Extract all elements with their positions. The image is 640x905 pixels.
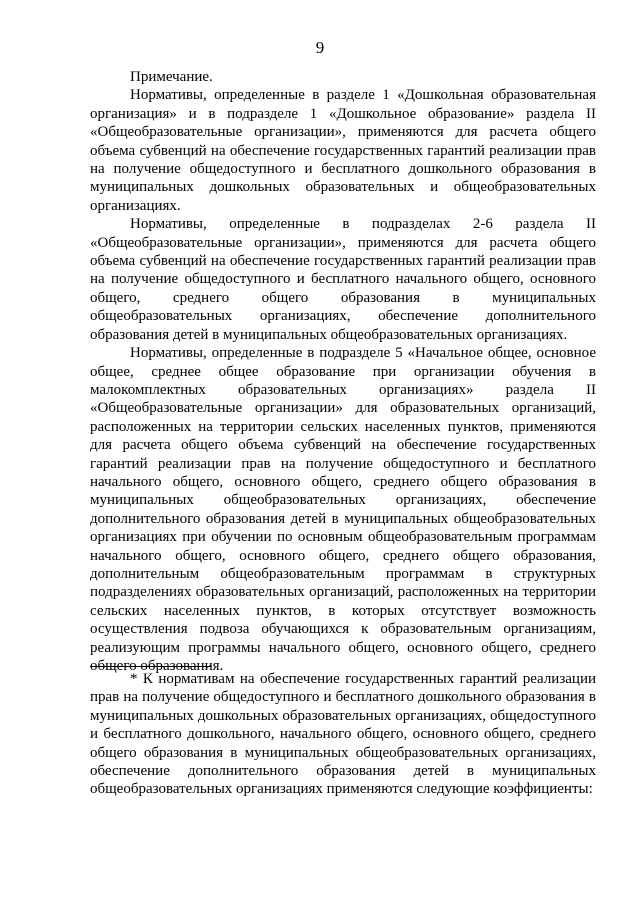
paragraph-general-education-norms: Нормативы, определенные в подразделах 2-6 раздела II «Общеобразовательные организации», применяются для расчета общего объема субвенций на обеспечение государственных гарантий реализации прав на получение общедоступного и бесплатного начального общего, основного общего, среднего общего образования в муниципальных общеобразовательных организациях, обеспечение дополнительного образования детей в муниципальных общеобразовательных организациях. [90,216,596,343]
document-body [90,68,596,675]
note-heading: Примечание. [130,69,213,85]
paragraph-preschool-norms: Нормативы, определенные в разделе 1 «Дошкольная образовательная организация» и в подразделе 1 «Дошкольное образование» раздела II «Общеобразовательные организации», применяются для расчета общего объема субвенций на обеспечение государственных гарантий реализации прав на получение общедоступного и бесплатного дошкольного образования в муниципальных дошкольных образовательных и общеобразовательных организациях. [90,87,596,214]
footnote-text: * К нормативам на обеспечение государственных гарантий реализации прав на получение общедоступного и бесплатного дошкольного образования в муниципальных дошкольных образовательных организациях, общедоступного и бесплатного дошкольного, начального общего, основного общего, среднего общего образования в муниципальных общеобразовательных организациях, обеспечение дополнительного образования детей в муниципальных общеобразовательных организациях применяются следующие коэффициенты: [90,671,596,798]
footnote-separator [90,666,212,667]
paragraph-small-rural-schools-norms: Нормативы, определенные в подразделе 5 «Начальное общее, основное общее, среднее общее образование при организации обучения в малокомплектных образовательных организациях» раздела II «Общеобразовательные организации» для образовательных организаций, расположенных на территории сельских населенных пунктов, применяются для расчета общего объема субвенций на обеспечение государственных гарантий реализации прав на получение общедоступного и бесплатного начального общего, основного общего, среднего общего образования в муниципальных общеобразовательных организациях, обеспечение дополнительного образования детей в муниципальных общеобразовательных организациях при обучении по основным общеобразовательным программам начального общего, основного общего, среднего общего образования, дополнительным общеобразовательным программам в структурных подразделениях образовательных организаций, расположенных на территории сельских населенных пунктов, в которых отсутствует возможность осуществления подвоза обучающихся к образовательным организациям, реализующим программы начального общего, основного общего, среднего общего образования. [90,345,596,674]
footnote [90,670,596,799]
page-number: 9 [315,38,325,57]
